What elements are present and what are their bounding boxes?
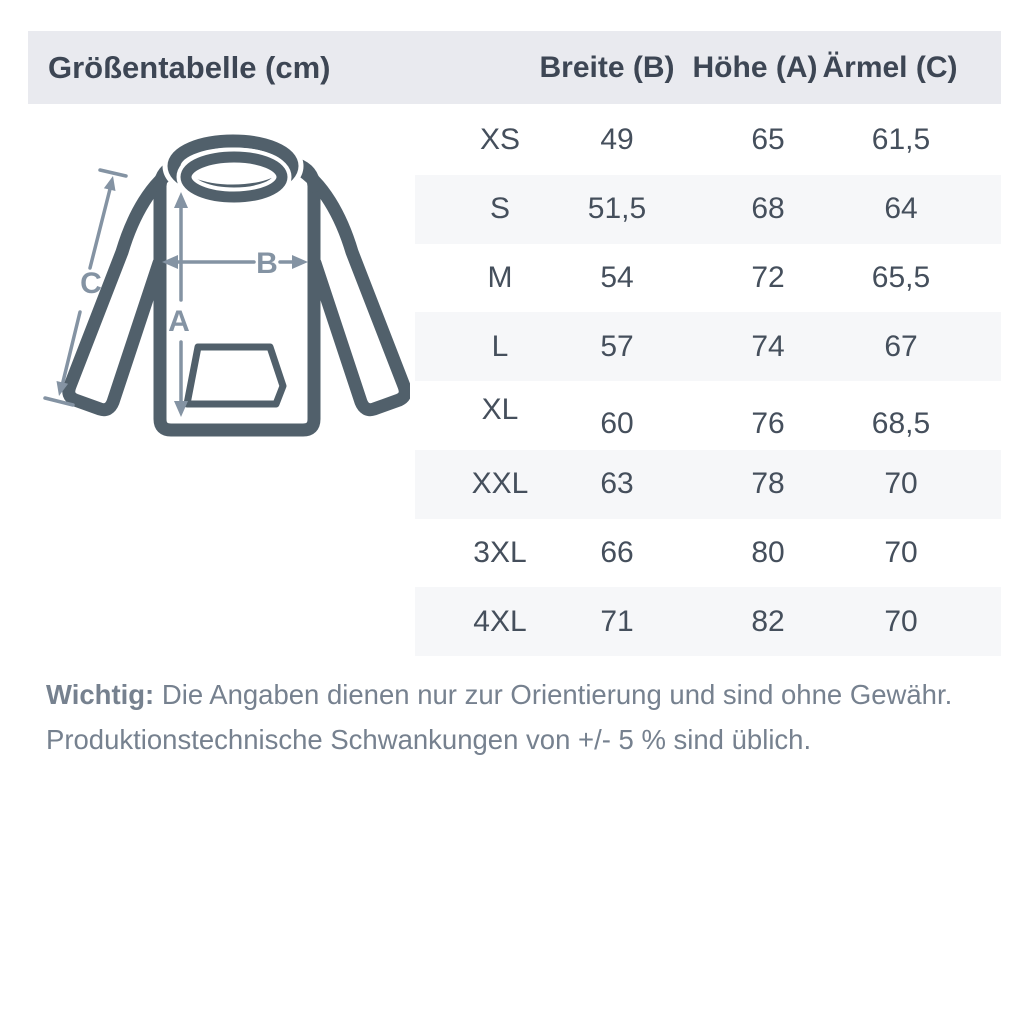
- hoehe-value: 76: [751, 407, 785, 441]
- disclaimer-label: Wichtig:: [46, 679, 155, 710]
- hoehe-value: 72: [751, 260, 785, 294]
- arrowhead: [174, 401, 188, 417]
- aermel-value: 65,5: [871, 260, 931, 294]
- arrowhead: [292, 255, 308, 269]
- disclaimer-text-1: Die Angaben dienen nur zur Orientierung und sind ohne Gewähr.: [161, 679, 953, 710]
- arrowhead: [104, 176, 116, 191]
- table-row-m: [415, 244, 1001, 313]
- hoehe-value: 82: [751, 604, 785, 638]
- size-label: S: [489, 192, 510, 226]
- hoehe-value: 78: [751, 467, 785, 501]
- table-row-s: [415, 175, 1001, 244]
- breite-value: 60: [600, 407, 634, 441]
- hoehe-value: 65: [751, 123, 785, 157]
- table-row-xxl: [415, 450, 1001, 519]
- measure-label-b: B: [256, 247, 278, 280]
- breite-value: 49: [600, 123, 634, 157]
- column-header-aermel: Ärmel (C): [822, 51, 958, 84]
- size-label: XXL: [471, 467, 529, 501]
- aermel-value: 70: [884, 535, 918, 569]
- aermel-value: 70: [884, 604, 918, 638]
- size-label: XS: [479, 123, 521, 157]
- aermel-value: 64: [884, 192, 918, 226]
- disclaimer-line-2: [46, 717, 952, 762]
- hoehe-value: 74: [751, 329, 785, 363]
- size-label: M: [487, 260, 513, 294]
- aermel-value: 67: [884, 329, 918, 363]
- breite-value: 66: [600, 535, 634, 569]
- breite-value: 51,5: [587, 192, 647, 226]
- breite-value: 63: [600, 467, 634, 501]
- table-row-l: [415, 312, 1001, 381]
- breite-value: 57: [600, 329, 634, 363]
- size-chart-header-bar: [28, 31, 1001, 104]
- table-row-4xl: [415, 587, 1001, 656]
- column-header-hoehe: Höhe (A): [692, 51, 818, 84]
- breite-value: 54: [600, 260, 634, 294]
- table-row-xl: [415, 381, 1001, 450]
- measure-label-a: A: [168, 305, 190, 338]
- table-row-3xl: [415, 519, 1001, 588]
- aermel-value: 68,5: [871, 407, 931, 441]
- measure-label-c: C: [80, 267, 102, 300]
- disclaimer-text-2: Produktionstechnische Schwankungen von +/- 5 % sind üblich.: [46, 724, 812, 755]
- size-label: 4XL: [473, 604, 527, 638]
- table-row-xs: [415, 106, 1001, 175]
- disclaimer-line-1: [46, 672, 952, 717]
- arrowhead: [174, 192, 188, 208]
- aermel-value: 70: [884, 467, 918, 501]
- hoodie-outline-icon: [30, 120, 410, 460]
- size-label: 3XL: [473, 535, 527, 569]
- size-table: [415, 106, 1001, 656]
- page-title: Größentabelle (cm): [48, 50, 331, 85]
- hood: [174, 141, 292, 197]
- size-label: XL: [481, 393, 519, 427]
- size-label: L: [491, 329, 509, 363]
- disclaimer-note: [46, 672, 952, 762]
- column-header-breite: Breite (B): [539, 51, 675, 84]
- breite-value: 71: [600, 604, 634, 638]
- kangaroo-pocket: [187, 347, 283, 404]
- aermel-value: 61,5: [871, 123, 931, 157]
- hoehe-value: 68: [751, 192, 785, 226]
- hoodie-measurement-diagram: [30, 120, 410, 460]
- hoehe-value: 80: [751, 535, 785, 569]
